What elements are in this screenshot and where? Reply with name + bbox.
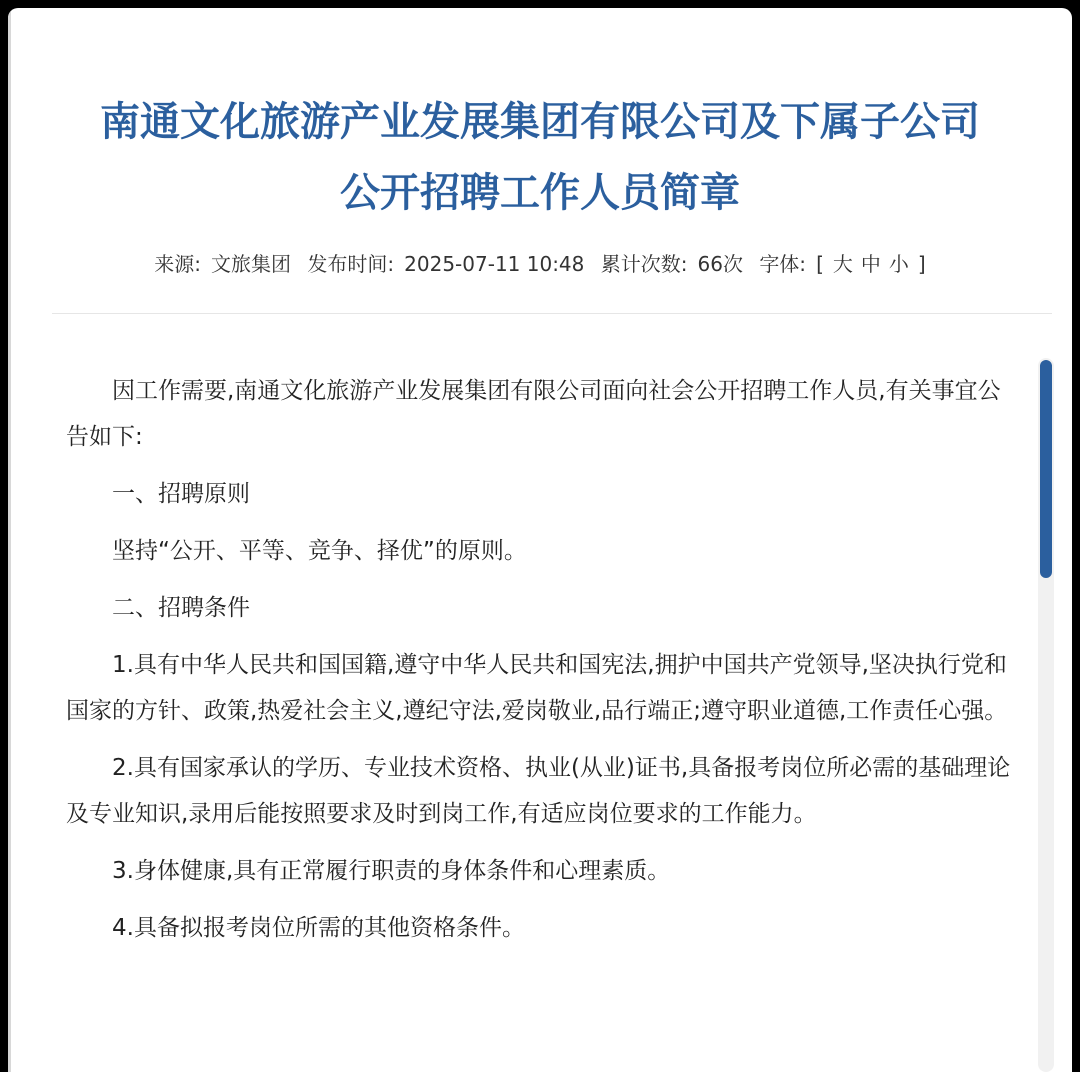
condition-item-2: 2.具有国家承认的学历、专业技术资格、执业(从业)证书,具备报考岗位所必需的基础理论及专业知识,录用后能按照要求及时到岗工作,有适应岗位要求的工作能力。 [66, 755, 1011, 827]
font-size-medium-button[interactable]: 中 [860, 252, 881, 276]
condition-item-3: 3.身体健康,具有正常履行职责的身体条件和心理素质。 [112, 858, 671, 884]
article-body [66, 368, 1021, 962]
article-title-line-1: 南通文化旅游产业发展集团有限公司及下属子公司 [100, 99, 980, 145]
font-size-large-button[interactable]: 大 [832, 252, 853, 276]
publish-value: 2025-07-11 10:48 [404, 252, 585, 276]
bracket-close: ] [917, 252, 926, 276]
condition-item-4: 4.具备拟报考岗位所需的其他资格条件。 [112, 915, 525, 941]
source-value: 文旅集团 [211, 252, 292, 276]
views-label: 累计次数: [600, 252, 688, 276]
section-heading-principles: 一、招聘原则 [112, 481, 250, 507]
condition-item-1: 1.具有中华人民共和国国籍,遵守中华人民共和国宪法,拥护中国共产党领导,坚决执行党和国家的方针、政策,热爱社会主义,遵纪守法,爱岗敬业,品行端正;遵守职业道德,工作责任心强。 [66, 652, 1008, 724]
article-title-line-2: 公开招聘工作人员简章 [340, 170, 740, 216]
font-size-label: 字体: [759, 252, 807, 276]
views-value: 66次 [697, 252, 743, 276]
bracket-open: [ [816, 252, 824, 276]
source-label: 来源: [154, 252, 202, 276]
section-heading-conditions: 二、招聘条件 [112, 595, 250, 621]
article-meta [8, 248, 1072, 277]
paragraph-intro: 因工作需要,南通文化旅游产业发展集团有限公司面向社会公开招聘工作人员,有关事宜公告如下: [66, 378, 1001, 450]
publish-label: 发布时间: [307, 252, 395, 276]
header-divider [52, 313, 1052, 314]
scrollbar-thumb[interactable] [1040, 360, 1052, 578]
paragraph-principles: 坚持“公开、平等、竞争、择优”的原则。 [112, 538, 527, 564]
page-frame [8, 8, 1072, 1072]
font-size-small-button[interactable]: 小 [888, 252, 909, 276]
